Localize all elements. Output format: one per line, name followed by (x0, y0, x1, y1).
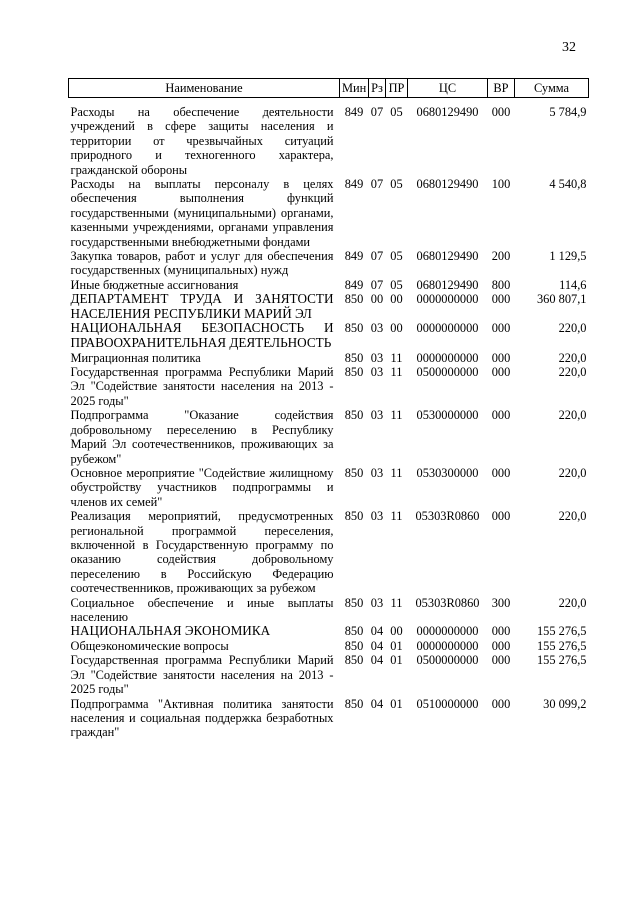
row-name-cell: Иные бюджетные ассигнования (70, 277, 239, 292)
row-cs-cell: 0530000000 (416, 408, 479, 423)
row-cs-cell: 0510000000 (416, 696, 479, 711)
table-row (69, 624, 589, 639)
row-sum-cell: 220,0 (558, 408, 587, 423)
row-rz-cell: 07 (370, 177, 384, 192)
table-row (69, 639, 589, 653)
row-pr-cell: 11 (390, 350, 403, 365)
row-min-cell: 850 (344, 292, 364, 307)
row-pr-cell: 01 (390, 696, 403, 711)
row-sum-cell: 5 784,9 (549, 105, 587, 119)
row-min-cell: 850 (344, 321, 364, 336)
row-min-cell: 850 (344, 696, 364, 711)
row-vr-cell: 000 (491, 624, 511, 639)
row-cs-cell: 05303R0860 (415, 595, 480, 610)
row-min-cell: 850 (344, 653, 364, 668)
row-min-cell: 850 (344, 465, 364, 480)
row-pr-cell: 01 (390, 653, 403, 668)
table-row (69, 249, 589, 278)
table-row (69, 177, 589, 249)
row-cs-cell: 0680129490 (416, 277, 479, 292)
row-cs-cell: 0000000000 (416, 638, 479, 653)
row-rz-cell: 07 (370, 105, 384, 119)
row-cs-cell: 0680129490 (416, 249, 479, 264)
row-cs-cell: 0680129490 (416, 105, 479, 119)
row-rz-cell: 04 (370, 653, 384, 668)
budget-table (68, 78, 589, 740)
table-row (69, 697, 589, 740)
row-min-cell: 850 (344, 350, 364, 365)
header-cs: ЦС (408, 79, 488, 98)
row-vr-cell: 000 (491, 365, 511, 380)
row-pr-cell: 00 (390, 624, 403, 639)
row-sum-cell: 220,0 (558, 465, 587, 480)
row-pr-cell: 11 (390, 509, 403, 524)
row-vr-cell: 000 (491, 509, 511, 524)
header-vr: ВР (488, 79, 515, 98)
row-name-cell: Государственная программа Республики Марий Эл "Содействие занятости населения на 2013 - 2025 годы" (70, 365, 334, 408)
row-sum-cell: 220,0 (558, 321, 587, 336)
row-sum-cell: 1 129,5 (549, 249, 587, 264)
row-min-cell: 850 (344, 595, 364, 610)
row-pr-cell: 05 (390, 277, 403, 292)
row-cs-cell: 0530300000 (416, 465, 479, 480)
row-min-cell: 850 (344, 624, 364, 639)
row-name-cell: Расходы на обеспечение деятельности учреждений в сфере защиты населения и территории от чрезвычайных ситуаций природного и техногенного характера, гражданской обороны (70, 105, 334, 177)
row-pr-cell: 01 (390, 638, 403, 653)
page-number: 32 (562, 40, 576, 55)
row-rz-cell: 03 (370, 321, 384, 336)
row-rz-cell: 03 (370, 465, 384, 480)
row-vr-cell: 000 (491, 321, 511, 336)
table-row (69, 596, 589, 625)
row-pr-cell: 05 (390, 249, 403, 264)
row-rz-cell: 03 (370, 350, 384, 365)
row-min-cell: 850 (344, 408, 364, 423)
table-row (69, 509, 589, 595)
row-pr-cell: 11 (390, 465, 403, 480)
row-name-cell: Общеэкономические вопросы (70, 638, 229, 653)
row-name-cell: Миграционная политика (70, 350, 201, 365)
table-header-row (69, 79, 589, 98)
row-cs-cell: 0000000000 (416, 350, 479, 365)
row-rz-cell: 07 (370, 249, 384, 264)
row-vr-cell: 000 (491, 292, 511, 307)
table-row (69, 365, 589, 408)
row-rz-cell: 04 (370, 696, 384, 711)
row-name-cell: Расходы на выплаты персоналу в целях обеспечения выполнения функций государственными (муниципальными) органами, казенными учреждениями, органами управления государственными внебюджетными фондами (70, 177, 334, 249)
row-sum-cell: 220,0 (558, 595, 587, 610)
row-sum-cell: 155 276,5 (536, 624, 587, 639)
row-name-cell: НАЦИОНАЛЬНАЯ БЕЗОПАСНОСТЬ И ПРАВООХРАНИТЕЛЬНАЯ ДЕЯТЕЛЬНОСТЬ (70, 320, 334, 351)
row-name-cell: Основное мероприятие "Содействие жилищному обустройству участников подпрограммы и членов их семей" (70, 465, 334, 509)
row-rz-cell: 04 (370, 638, 384, 653)
row-rz-cell: 07 (370, 277, 384, 292)
header-pr: ПР (386, 79, 408, 98)
row-name-cell: Социальное обеспечение и иные выплаты населению (70, 595, 334, 624)
row-vr-cell: 300 (491, 595, 511, 610)
row-vr-cell: 800 (491, 277, 511, 292)
row-min-cell: 850 (344, 638, 364, 653)
row-vr-cell: 000 (491, 465, 511, 480)
row-vr-cell: 000 (491, 408, 511, 423)
table-row (69, 98, 589, 178)
row-min-cell: 849 (344, 249, 364, 264)
row-name-cell: НАЦИОНАЛЬНАЯ ЭКОНОМИКА (70, 623, 271, 639)
row-pr-cell: 05 (390, 177, 403, 192)
row-vr-cell: 100 (491, 177, 511, 192)
row-vr-cell: 000 (491, 696, 511, 711)
row-min-cell: 849 (344, 277, 364, 292)
row-pr-cell: 11 (390, 408, 403, 423)
row-sum-cell: 155 276,5 (536, 638, 587, 653)
row-pr-cell: 00 (390, 321, 403, 336)
row-rz-cell: 00 (370, 292, 384, 307)
row-rz-cell: 03 (370, 365, 384, 380)
row-cs-cell: 0500000000 (416, 653, 479, 668)
row-sum-cell: 220,0 (558, 365, 587, 380)
table-body (69, 98, 589, 740)
header-min: Мин (340, 79, 369, 98)
row-min-cell: 850 (344, 365, 364, 380)
table-row (69, 653, 589, 696)
row-cs-cell: 05303R0860 (415, 509, 480, 524)
row-vr-cell: 000 (491, 653, 511, 668)
row-min-cell: 850 (344, 509, 364, 524)
row-cs-cell: 0000000000 (416, 321, 479, 336)
row-sum-cell: 4 540,8 (549, 177, 587, 192)
row-name-cell: Реализация мероприятий, предусмотренных региональной программой переселения, включенной в Государственную программу по оказанию содействия добровольному переселению в Российскую Федерацию соотечественников, проживающих за рубежом (70, 509, 334, 596)
row-sum-cell: 114,6 (559, 277, 587, 292)
table-row (69, 278, 589, 292)
row-name-cell: Подпрограмма "Активная политика занятости населения и социальная поддержка безработных граждан" (70, 696, 334, 740)
table-row (69, 292, 589, 321)
row-sum-cell: 30 099,2 (543, 696, 587, 711)
row-vr-cell: 000 (491, 105, 511, 119)
row-sum-cell: 360 807,1 (536, 292, 587, 307)
row-pr-cell: 05 (390, 105, 403, 119)
header-name: Наименование (69, 79, 340, 98)
table-row (69, 321, 589, 350)
row-pr-cell: 00 (390, 292, 403, 307)
row-rz-cell: 03 (370, 595, 384, 610)
row-vr-cell: 000 (491, 638, 511, 653)
header-sum: Сумма (515, 79, 589, 98)
row-rz-cell: 03 (370, 509, 384, 524)
row-pr-cell: 11 (390, 365, 403, 380)
row-min-cell: 849 (344, 105, 364, 119)
row-sum-cell: 220,0 (558, 509, 587, 524)
row-pr-cell: 11 (390, 595, 403, 610)
row-cs-cell: 0500000000 (416, 365, 479, 380)
row-vr-cell: 200 (491, 249, 511, 264)
row-sum-cell: 155 276,5 (536, 653, 587, 668)
row-name-cell: Подпрограмма "Оказание содействия добровольному переселению в Республику Марий Эл соотечественников, проживающих за рубежом" (70, 408, 334, 466)
row-min-cell: 849 (344, 177, 364, 192)
header-rz: Рз (369, 79, 386, 98)
row-name-cell: Закупка товаров, работ и услуг для обеспечения государственных (муниципальных) нужд (70, 249, 334, 278)
row-vr-cell: 000 (491, 350, 511, 365)
table-row (69, 466, 589, 509)
table-row (69, 408, 589, 466)
row-name-cell: Государственная программа Республики Марий Эл "Содействие занятости населения на 2013 - 2025 годы" (70, 653, 334, 697)
row-rz-cell: 04 (370, 624, 384, 639)
row-cs-cell: 0000000000 (416, 292, 479, 307)
row-cs-cell: 0680129490 (416, 177, 479, 192)
row-name-cell: ДЕПАРТАМЕНТ ТРУДА И ЗАНЯТОСТИ НАСЕЛЕНИЯ РЕСПУБЛИКИ МАРИЙ ЭЛ (70, 291, 334, 321)
row-sum-cell: 220,0 (558, 350, 587, 365)
row-rz-cell: 03 (370, 408, 384, 423)
table-row (69, 351, 589, 365)
row-cs-cell: 0000000000 (416, 624, 479, 639)
